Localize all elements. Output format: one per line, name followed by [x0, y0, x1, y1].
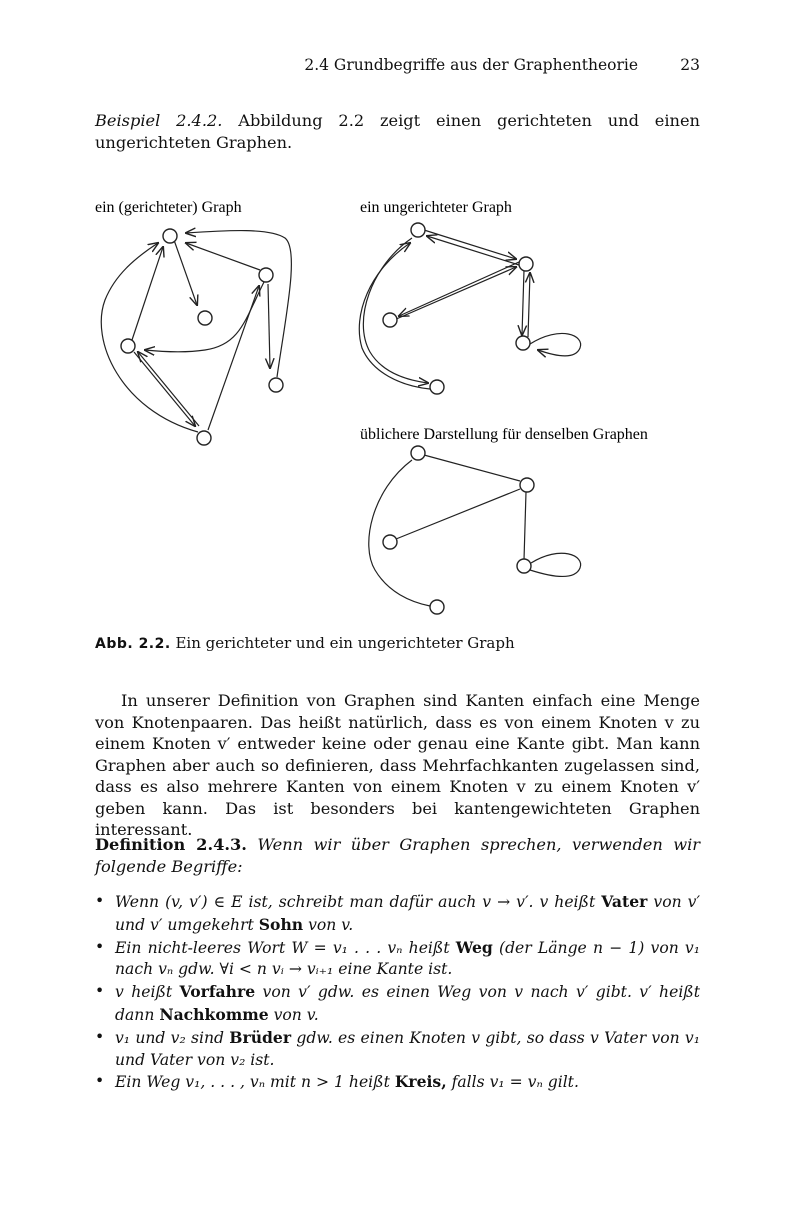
edge-left-to-top	[132, 247, 163, 340]
edge-b-to-c	[399, 262, 519, 316]
edge-b-to-d	[522, 270, 524, 335]
term-brueder: Brüder	[229, 1027, 292, 1047]
node-a	[411, 223, 425, 237]
edge-b-to-a	[427, 236, 519, 265]
node-b	[519, 257, 533, 271]
node-lower-right	[269, 378, 283, 392]
term-kreis: Kreis,	[394, 1072, 447, 1092]
example-text: Abbildung 2.2 zeigt einen gerichteten und einen ungerichteten Graphen.	[95, 111, 700, 152]
edge-d-loop	[530, 333, 581, 355]
list-item: • v₁ und v₂ sind Brüder gdw. es einen Knoten v gibt, so dass v Vater von v₁ und Vater von v₂ ist.	[95, 1027, 700, 1072]
caption-label: Abb. 2.2.	[95, 636, 171, 652]
definition-label: Definition 2.4.3.	[95, 835, 247, 854]
edge-top-to-mid	[174, 240, 197, 305]
node-right	[259, 268, 273, 282]
node-uc	[383, 535, 397, 549]
edge-right-to-top	[186, 243, 260, 270]
node-ue	[430, 600, 444, 614]
edge-ub-ud	[524, 492, 526, 560]
edge-ub-uc	[396, 489, 520, 539]
example-label: Beispiel 2.4.2.	[95, 111, 223, 130]
label-undirected: ein ungerichteter Graph	[360, 199, 512, 216]
body-paragraph: In unserer Definition von Graphen sind Kanten einfach eine Menge von Knotenpaaren. Das heißt natürlich, dass es von einem Knoten v zu einem Knoten v′ entweder keine oder genau eine Kante gibt. Man kann Graphen aber auch so definieren, dass Mehrfachkanten zugelassen sind, dass es also mehrere Kanten von einem Knoten v zu einem Knoten v′ geben kann. Das ist besonders bei kantengewichteten Graphen interessant.	[95, 691, 700, 839]
edge-ud-loop	[530, 553, 581, 576]
edge-lower-to-top	[186, 231, 291, 377]
definition-intro	[95, 834, 700, 877]
node-e	[430, 380, 444, 394]
edge-left-to-bottom	[134, 352, 195, 426]
label-usual: üblichere Darstellung für denselben Graphen	[360, 426, 648, 443]
list-item: • Ein nicht-leeres Wort W = v₁ . . . vₙ heißt Weg (der Länge n − 1) von v₁ nach vₙ gdw. ∀i < n vᵢ → vᵢ₊₁ eine Kante ist.	[95, 937, 700, 982]
label-directed: ein (gerichteter) Graph	[95, 199, 242, 216]
edge-d-to-b	[528, 273, 530, 337]
term-nachkomme: Nachkomme	[159, 1004, 269, 1024]
usual-graph	[369, 446, 581, 614]
node-d	[516, 336, 530, 350]
undirected-graph	[359, 223, 580, 394]
directed-graph	[101, 229, 291, 445]
edge-a-to-b	[424, 230, 516, 259]
figure-caption	[95, 634, 515, 652]
edge-ua-ub	[424, 455, 520, 481]
edge-bottom-to-left	[138, 352, 199, 426]
header-title: 2.4 Grundbegriffe aus der Graphentheorie	[304, 56, 638, 74]
node-mid	[198, 311, 212, 325]
term-vater: Vater	[601, 892, 648, 911]
term-weg: Weg	[455, 937, 493, 957]
page-number: 23	[680, 56, 700, 74]
term-sohn: Sohn	[258, 914, 304, 934]
node-top	[163, 229, 177, 243]
edge-c-to-b	[394, 267, 516, 320]
definition-list	[95, 891, 700, 1094]
term-vorfahre: Vorfahre	[179, 982, 256, 1002]
caption-text: Ein gerichteter und ein ungerichteter Graph	[170, 634, 515, 652]
definition-intro-text: Wenn wir über Graphen sprechen, verwenden wir folgende Begriffe:	[95, 835, 700, 876]
edge-ua-ue	[369, 460, 430, 606]
node-left	[121, 339, 135, 353]
edge-a-to-e	[363, 238, 428, 383]
node-c	[383, 313, 397, 327]
list-item: • v heißt Vorfahre von v′ gdw. es einen Weg von v nach v′ gibt. v′ heißt dann Nachkomme von v.	[95, 981, 700, 1027]
edge-bottom-to-top	[101, 243, 198, 432]
node-ua	[411, 446, 425, 460]
node-ub	[520, 478, 534, 492]
node-ud	[517, 559, 531, 573]
node-bottom	[197, 431, 211, 445]
list-item: • Wenn (v, v′) ∈ E ist, schreibt man dafür auch v → v′. v heißt Vater von v′ und v′ umgekehrt Sohn von v.	[95, 891, 700, 937]
edge-right-to-lower	[268, 284, 270, 368]
list-item: • Ein Weg v₁, . . . , vₙ mit n > 1 heißt Kreis, falls v₁ = vₙ gilt.	[95, 1071, 700, 1094]
